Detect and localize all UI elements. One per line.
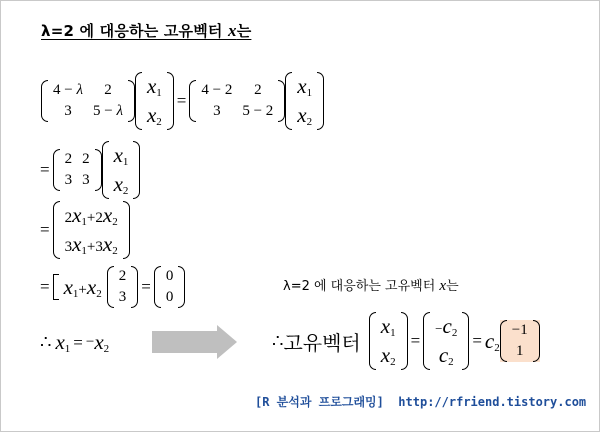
product-vector: $2x_1+2x_2$ $3x_1+3x_2$: [53, 201, 130, 259]
vector-x: $x_1$ $x_2$: [102, 141, 141, 199]
eigenvector-result: ∴ 고유벡터 $x_1$ $x_2$ = $-c_2$ $c_2$ = $c_2$ −1 1: [272, 312, 540, 370]
vector-x: $x_1$ $x_2$: [369, 312, 408, 370]
page-title: λ=2 에 대응하는 고유벡터 x는: [41, 21, 252, 40]
equation-line-4: = $x_1+x_2$ 2 3 = 0 0: [37, 266, 185, 308]
row-vector: $x_1+x_2$: [53, 273, 107, 302]
equals-sign: =: [176, 91, 187, 110]
vector-c: $-c_2$ $c_2$: [423, 312, 469, 370]
equation-line-3: = $2x_1+2x_2$ $3x_1+3x_2$: [37, 201, 130, 259]
eigenvector-label: 고유벡터: [283, 330, 361, 355]
matrix-a-minus-lambda: 4 − λ 2 3 5 − λ: [41, 80, 135, 122]
result-title: λ=2 에 대응하는 고유벡터 x는: [283, 278, 459, 294]
equation-line-5: ∴ $x_1$ = − $x_2$: [40, 330, 110, 355]
arrow-icon: [152, 331, 217, 353]
scalar-c2: $c_2$: [484, 328, 500, 354]
equation-line-1: [41, 72, 324, 130]
vector-x: $x_1$ $x_2$: [285, 72, 324, 130]
equation-line-2: = 2 2 3 3 $x_1$ $x_2$: [37, 141, 140, 199]
blog-footer: [R 분석과 프로그래밍] http://rfriend.tistory.com: [255, 395, 587, 409]
vector-x: $x_1$ $x_2$: [135, 72, 174, 130]
arrow-head-icon: [217, 325, 237, 359]
zero-vector: 0 0: [154, 266, 186, 308]
eigenvector-highlight: −1 1: [500, 320, 540, 362]
matrix-substituted: 4 − 2 2 3 5 − 2: [189, 80, 285, 122]
matrix-numeric: 2 2 3 3: [53, 149, 102, 191]
column-vector-2-3: 2 3: [107, 266, 139, 308]
